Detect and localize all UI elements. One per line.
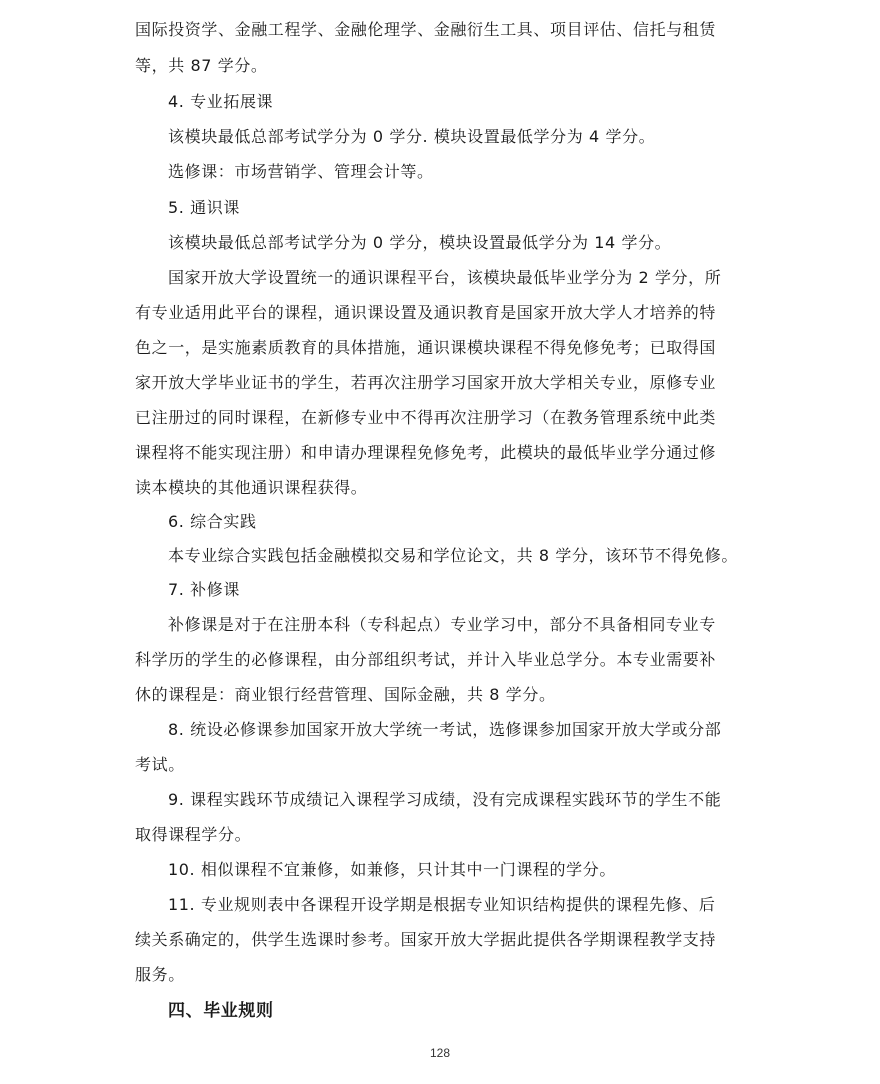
text-line: 续关系确定的，供学生选课时参考。国家开放大学据此提供各学期课程教学支持 [135,930,717,949]
text-line: 有专业适用此平台的课程，通识课设置及通识教育是国家开放大学人才培养的特 [135,303,717,322]
section-title: 4. 专业拓展课 [168,92,274,111]
text-line: 补修课是对于在注册本科（专科起点）专业学习中，部分不具备相同专业专 [168,615,716,634]
text-line: 服务。 [135,965,185,984]
section-title: 6. 综合实践 [168,512,257,531]
text-line: 休的课程是：商业银行经营管理、国际金融，共 8 学分。 [135,685,556,704]
text-line: 选修课：市场营销学、管理会计等。 [168,162,434,181]
text-line: 等，共 87 学分。 [135,56,268,75]
text-line: 课程将不能实现注册）和申请办理课程免修免考，此模块的最低毕业学分通过修 [135,443,717,462]
text-line: 考试。 [135,755,185,774]
text-line: 本专业综合实践包括金融模拟交易和学位论文，共 8 学分，该环节不得免修。 [168,546,738,565]
text-line: 8. 统设必修课参加国家开放大学统一考试，选修课参加国家开放大学或分部 [168,720,722,739]
chapter-heading: 四、毕业规则 [168,1001,274,1021]
text-line: 科学历的学生的必修课程，由分部组织考试，并计入毕业总学分。本专业需要补 [135,650,717,669]
text-line: 已注册过的同时课程，在新修专业中不得再次注册学习（在教务管理系统中此类 [135,408,717,427]
text-line: 国家开放大学设置统一的通识课程平台，该模块最低毕业学分为 2 学分，所 [168,268,722,287]
page-number: 128 [429,1046,451,1060]
text-line: 家开放大学毕业证书的学生，若再次注册学习国家开放大学相关专业，原修专业 [135,373,717,392]
section-title: 5. 通识课 [168,198,240,217]
text-line: 10. 相似课程不宜兼修，如兼修，只计其中一门课程的学分。 [168,860,616,879]
text-line: 国际投资学、金融工程学、金融伦理学、金融衍生工具、项目评估、信托与租赁 [135,20,717,39]
text-line: 色之一，是实施素质教育的具体措施，通识课模块课程不得免修免考；已取得国 [135,338,717,357]
section-title: 7. 补修课 [168,580,240,599]
text-line: 该模块最低总部考试学分为 0 学分，模块设置最低学分为 14 学分。 [168,233,672,252]
text-line: 读本模块的其他通识课程获得。 [135,478,368,497]
text-line: 该模块最低总部考试学分为 0 学分. 模块设置最低学分为 4 学分。 [168,127,656,146]
text-line: 9. 课程实践环节成绩记入课程学习成绩，没有完成课程实践环节的学生不能 [168,790,722,809]
text-line: 11. 专业规则表中各课程开设学期是根据专业知识结构提供的课程先修、后 [168,895,716,914]
text-line: 取得课程学分。 [135,825,252,844]
